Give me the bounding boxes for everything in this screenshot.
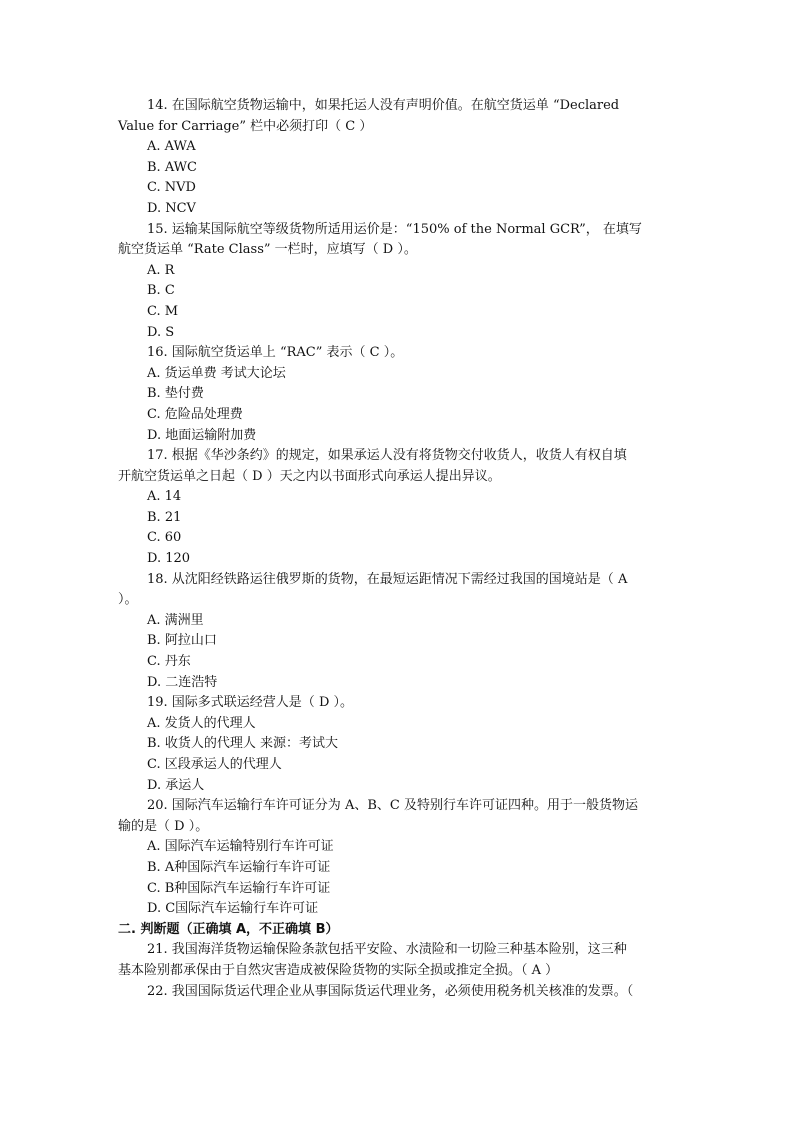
question-17 — [118, 446, 678, 570]
question-text: 20. 国际汽车运输行车许可证分为 A、B、C 及特别行车许可证四种。用于一般货物运 — [147, 798, 638, 814]
question-text: 输的是（ D ）。 — [118, 818, 209, 834]
question-text: 15. 运输某国际航空等级货物所适用运价是：“150% of the Normal GCR”， 在填写 — [147, 221, 642, 237]
option: C. M — [147, 303, 179, 319]
question-text: 航空货运单 “Rate Class” 一栏时，应填写（ D ）。 — [118, 242, 417, 258]
option: A. 发货人的代理人 — [147, 715, 256, 731]
option: C. 危险品处理费 — [147, 406, 243, 422]
document-content — [118, 96, 678, 1002]
option: B. AWC — [147, 159, 197, 175]
option: A. 14 — [147, 489, 182, 505]
option: B. 垫付费 — [147, 386, 204, 402]
question-text: ）。 — [118, 592, 138, 608]
section-heading: 二. 判断题（正确填 A，不正确填 B） — [118, 921, 339, 937]
option: A. 国际汽车运输特别行车许可证 — [147, 839, 334, 855]
question-text: 21. 我国海洋货物运输保险条款包括平安险、水渍险和一切险三种基本险别，这三种 — [147, 942, 627, 958]
option: D. S — [147, 324, 175, 340]
option: A. R — [147, 262, 175, 278]
option: B. 收货人的代理人 来源：考试大 — [147, 736, 338, 752]
option: D. 120 — [147, 551, 191, 567]
question-text: 17. 根据《华沙条约》的规定，如果承运人没有将货物交付收货人，收货人有权自填 — [147, 448, 627, 464]
option: B. 阿拉山口 — [147, 633, 217, 649]
question-19 — [118, 693, 678, 796]
option: D. 地面运输附加费 — [147, 427, 257, 443]
option: C. NVD — [147, 180, 196, 196]
option: B. 21 — [147, 509, 182, 525]
option: A. 满洲里 — [147, 612, 204, 628]
question-text: 18. 从沈阳经铁路运往俄罗斯的货物，在最短运距情况下需经过我国的国境站是（ A — [147, 571, 628, 587]
option: D. 承运人 — [147, 777, 205, 793]
option: D. NCV — [147, 200, 196, 216]
question-text: 基本险别都承保由于自然灾害造成被保险货物的实际全损或推定全损。（ A ） — [118, 962, 559, 978]
option: B. A种国际汽车运输行车许可证 — [147, 859, 331, 875]
option: D. 二连浩特 — [147, 674, 218, 690]
question-21 — [118, 940, 678, 981]
question-18 — [118, 570, 678, 694]
question-15 — [118, 220, 678, 344]
option: C. B种国际汽车运输行车许可证 — [147, 880, 331, 896]
question-text: 19. 国际多式联运经营人是（ D ）。 — [147, 695, 353, 711]
question-text: 22. 我国国际货运代理企业从事国际货运代理业务，必须使用税务机关核准的发票。（ — [147, 983, 634, 999]
question-16 — [118, 343, 678, 446]
option: A. 货运单费 考试大论坛 — [147, 365, 286, 381]
question-22 — [118, 982, 678, 1003]
question-14 — [118, 96, 678, 220]
question-text: 14. 在国际航空货物运输中，如果托运人没有声明价值。在航空货运单 “Declared — [147, 98, 620, 113]
option: C. 60 — [147, 530, 182, 546]
option: D. C国际汽车运输行车许可证 — [147, 901, 319, 917]
question-text: 开航空货运单之日起（ D ）天之内以书面形式向承运人提出异议。 — [118, 468, 501, 484]
option: C. 区段承运人的代理人 — [147, 757, 282, 772]
option: C. 丹东 — [147, 654, 191, 670]
question-20 — [118, 796, 678, 920]
option: B. C — [147, 283, 175, 299]
option: A. AWA — [147, 139, 196, 155]
question-text: 16. 国际航空货运单上 “RAC” 表示（ C ）。 — [147, 345, 404, 361]
question-text: Value for Carriage” 栏中必须打印（ C ） — [118, 118, 373, 134]
